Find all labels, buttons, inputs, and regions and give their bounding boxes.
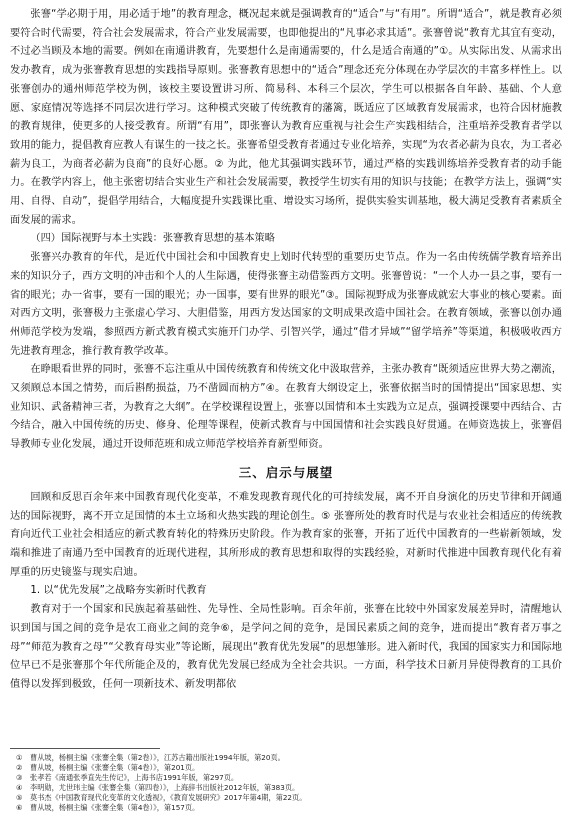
footnote-text: 李明勋，尤世玮主编《张謇全集（第四卷）》，上海辞书出版社2012年版，第383页。: [30, 783, 300, 793]
body-text-top: [10, 6, 562, 230]
footnote-text: 曹从坡，杨桐主编《张謇全集（第2卷）》，江苏古籍出版社1994年版，第20页。: [30, 753, 285, 762]
footnotes: [10, 748, 562, 814]
paragraph: 在睁眼看世界的同时，张謇不忘注重从中国传统教育和传统文化中汲取营养，主张办教育“既须适应世界大势之潮流，又须顾总本国之情势，而后斟酌损益，乃不凿圆而枘方”④。在教育大纲设定上，张謇依据当时的国情提出“国家思想、实业知识、武备精神三者，为教育之大纲”。在学校课程设置上，张謇以国情和本土实践为立足点，强调授课要中西结合、古今结合，融入中国传统的历史、修身、伦理等课程，使新式教育与中国国情和社会实践良好贯通。在师资选拔上，张謇倡导教师专业化发展，通过开设师范班和成立师范学校培养育新型师资。: [10, 364, 562, 451]
footnote: [10, 783, 562, 793]
body-text-bottom: [10, 489, 562, 583]
footnote-mark: ①: [16, 753, 23, 762]
footnote: [10, 793, 562, 803]
footnote-mark: ④: [16, 783, 23, 793]
footnote-mark: ⑤: [16, 793, 23, 803]
footnote: [10, 763, 562, 773]
footnote-text: 莫书杰《中国教育现代化变革的文化透视》，《教育发展研究》2017年第4期，第22页。: [30, 793, 307, 803]
paragraph: 张謇兴办教育的年代，是近代中国社会和中国教育史上划时代转型的重要历史节点。作为一名由传统儒学教育培养出来的知识分子，西方文明的冲击和个人的人生际遇，使得张謇主动借鉴西方文明。张謇曾说：“一个人办一县之事，要有一省的眼光；办一省事，要有一国的眼光；办一国事，要有世界的眼光”③。国际视野成为张謇成就宏大事业的核心要素。面对西方文明，张謇极力主张虚心学习、大胆借鉴，用西方发达国家的文明成果改造中国社会。在教育领域，张謇以创办通州师范学校为发端，参照西方新式教育模式实施开门办学、引智兴学，通过“借才异域”“留学培养”等渠道，积极吸收西方先进教育理念，推行教育教学改革。: [10, 252, 562, 357]
footnote-mark: ③: [16, 773, 23, 783]
section-title: 三、启示与展望: [238, 464, 334, 480]
footnote-mark: ⑥: [16, 803, 23, 813]
footnote-mark: ②: [16, 763, 23, 773]
body-text-last: [10, 601, 562, 695]
paragraph: 回顾和反思百余年来中国教育现代化变革，不难发现教育现代化的可持续发展，离不开自身演化的历史节律和开阔通达的国际视野，离不开立足国情的本土立场和火热实践的理论创生。⑤ 张謇所处的教育时代是与农业社会相适应的传统教育向近代工业社会相适应的新式教育转化的特殊历史阶段。作为教育家的张謇，开拓了近代中国教育的一些崭新领域，发端和推进了南通乃至中国教育的近现代进程，其所形成的教育思想和取得的实践经验，对新时代推进中国教育现代化有着厚重的历史镜鉴与现实启迪。: [10, 491, 562, 578]
footnote-text: 曹从坡，杨桐主编《张謇全集（第4卷）》，第201页。: [30, 763, 200, 773]
footnote-text: 曹从坡，杨桐主编《张謇全集（第4卷）》，第157页。: [30, 803, 200, 813]
paragraph: 张謇“学必期于用，用必适于地”的教育理念，概况起来就是强调教育的“适合”与“有用”。所谓“适合”，就是教育必须要符合时代需要，符合社会发展需求，符合产业发展需要，也即他提出的“凡事必求其适”。张謇曾说“教育尤其宜有变动，不过必当顾及本地的需要。例如在南通讲教育，先要想什么是南通需要的，什么是适合南通的”①。从实际出发、从需求出发办教育，成为张謇教育思想的实践指导原则。张謇教育思想中的“适合”理念还充分体现在办学层次的丰富多样性上。以张謇创办的通州师范学校为例，该校主要设置讲习所、简易科、本科三个层次，学生可以根据各自年龄、基础、个人意愿、家庭情况等选择不同层次进行学习。这种模式突破了传统教育的藩篱，既适应了区域教育发展需求，也符合因材施教的教育规律，使更多的人接受教育。所谓“有用”，即张謇认为教育应重视与社会生产实践相结合，注重培养受教育者学以致用的能力，提倡教育应教人有谋生的一技之长。张謇希望受教育者通过专业化培养，实现“为农者必薪为良农，为工者必薪为良工，为商者必薪为良商”的良好心愿。② 为此，他尤其强调实践环节，通过严格的实践训练培养受教育者的动手能力。在教学内容上，他主张密切结合实业生产和社会发展需要，教授学生切实有用的知识与技能；在教学方法上，强调“实用、自得、自动”，提倡学用结合，大幅度提升实践课比重、增设实习场所，提供实验实训基地，极大满足受教育者素质全面发展的需求。: [10, 9, 562, 226]
body-text-mid: [10, 249, 562, 455]
footnote: [10, 753, 562, 763]
footnote-divider: [10, 748, 160, 749]
footnote: [10, 773, 562, 783]
footnote: [10, 803, 562, 813]
paragraph: 教育对于一个国家和民族起着基础性、先导性、全局性影响。百余年前，张謇在比较中外国家发展差异时，清醒地认识到国与国之间的竞争是农工商业之间的竞争⑥，是学问之间的竞争，是国民素质之间的竞争，进而提出“教育者万事之母”“师范为教育之母”“父教育母实业”等论断，展现出“教育优先发展”的思想雏形。进入新时代，我国的国家实力和国际地位早已不是张謇那个年代所能企及的，教育优先发展已经成为全社会共识。一方面，科学技术日新月异使得教育的工具价值得以发挥到极致，任何一项新技术、新发明都依: [10, 604, 563, 690]
subheading-international-vision: （四）国际视野与本土实践：张謇教育思想的基本策略: [30, 233, 275, 245]
subheading-priority-development: 1. 以“优先发展”之战略夯实新时代教育: [30, 585, 207, 597]
footnote-text: 张孝若《南通张季直先生传记》，上海书店1991年版，第297页。: [30, 773, 239, 783]
